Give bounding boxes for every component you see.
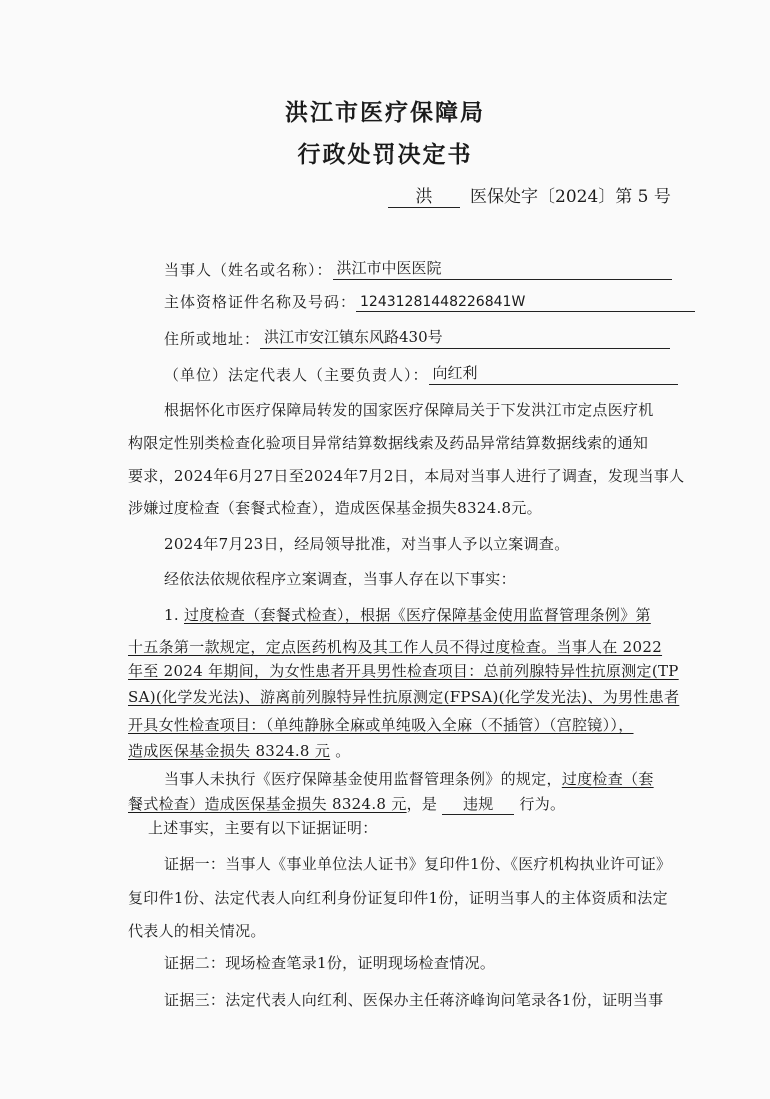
paragraph-line: 2024年7月23日，经局领导批准，对当事人予以立案调查。 [164,535,570,553]
address-field [164,326,670,349]
party-value: 洪江市中医医院 [333,257,672,280]
agency-title: 洪江市医疗保障局 [285,99,485,126]
evidence-line: 复印件1份、法定代表人向红利身份证复印件1份，证明当事人的主体资质和法定 [128,889,668,907]
paragraph-line: 根据怀化市医疗保障局转发的国家医疗保障局关于下发洪江市定点医疗机 [164,401,654,419]
fact-line [164,604,651,625]
certificate-field [164,291,695,312]
paragraph-text: ，是 [406,795,438,813]
fact-text: 过度检查（套餐式检查），根据《医疗保障基金使用监督管理条例》第 [184,606,651,624]
fact-text-end: 。 [330,742,351,760]
evidence-line: 证据二：现场检查笔录1份，证明现场检查情况。 [164,954,496,972]
document-type-title: 行政处罚决定书 [297,141,473,168]
paragraph-line [128,793,565,815]
party-field [164,257,672,280]
fact-line [128,740,351,761]
legal-rep-label: （单位）法定代表人（主要负责人）： [164,366,429,384]
paragraph-line: 上述事实，主要有以下证据证明： [148,819,378,837]
paragraph-text: 行为。 [519,795,566,813]
certificate-label: 主体资格证件名称及号码： [164,293,357,311]
fact-line: SA)(化学发光法)、游离前列腺特异性抗原测定(FPSA)(化学发光法)、为男性患者 [128,688,680,706]
violation-blank: 违规 [442,793,514,815]
evidence-line: 代表人的相关情况。 [128,922,266,940]
paragraph-text: 当事人未执行《医疗保障基金使用监督管理条例》的规定， [164,770,562,788]
document-number [388,182,671,208]
address-value: 洪江市安江镇东风路430号 [260,326,670,349]
party-label: 当事人（姓名或名称）： [164,261,333,279]
address-label: 住所或地址： [164,330,261,348]
fact-line: 开具女性检查项目：（单纯静脉全麻或单纯吸入全麻（不插管）（宫腔镜））， [128,716,634,734]
legal-rep-field [164,362,678,385]
fact-text: 造成医保基金损失 8324.8 元 [128,742,331,760]
paragraph-line: 经依法依规依程序立案调查，当事人存在以下事实： [164,570,516,588]
paragraph-underlined: 餐式检查）造成医保基金损失 8324.8 元 [128,795,407,813]
paragraph-line: 构限定性别类检查化验项目异常结算数据线索及药品异常结算数据线索的通知 [128,434,649,452]
legal-rep-value: 向红利 [429,362,678,385]
paragraph-underlined: 过度检查（套 [561,770,654,788]
paragraph-line: 涉嫌过度检查（套餐式检查），造成医保基金损失8324.8元。 [128,499,542,517]
fact-line: 十五条第一款规定，定点医药机构及其工作人员不得过度检查。当事人在 2022 [128,638,663,656]
fact-line: 年至 2024 年期间，为女性患者开具男性检查项目：总前列腺特异性抗原测定(TP [128,662,679,680]
certificate-value: 12431281448226841W [356,294,695,312]
doc-number-prefix: 洪 [388,182,460,208]
evidence-line: 证据一：当事人《事业单位法人证书》复印件1份、《医疗机构执业许可证》 [164,855,672,873]
fact-number: 1. [164,606,179,624]
paragraph-line: 要求，2024年6月27日至2024年7月2日，本局对当事人进行了调查，发现当事人 [128,467,685,485]
doc-number-text: 医保处字〔2024〕第 5 号 [470,187,671,207]
evidence-line: 证据三：法定代表人向红利、医保办主任蒋济峰询问笔录各1份，证明当事 [164,991,664,1009]
paragraph-line [164,768,654,789]
